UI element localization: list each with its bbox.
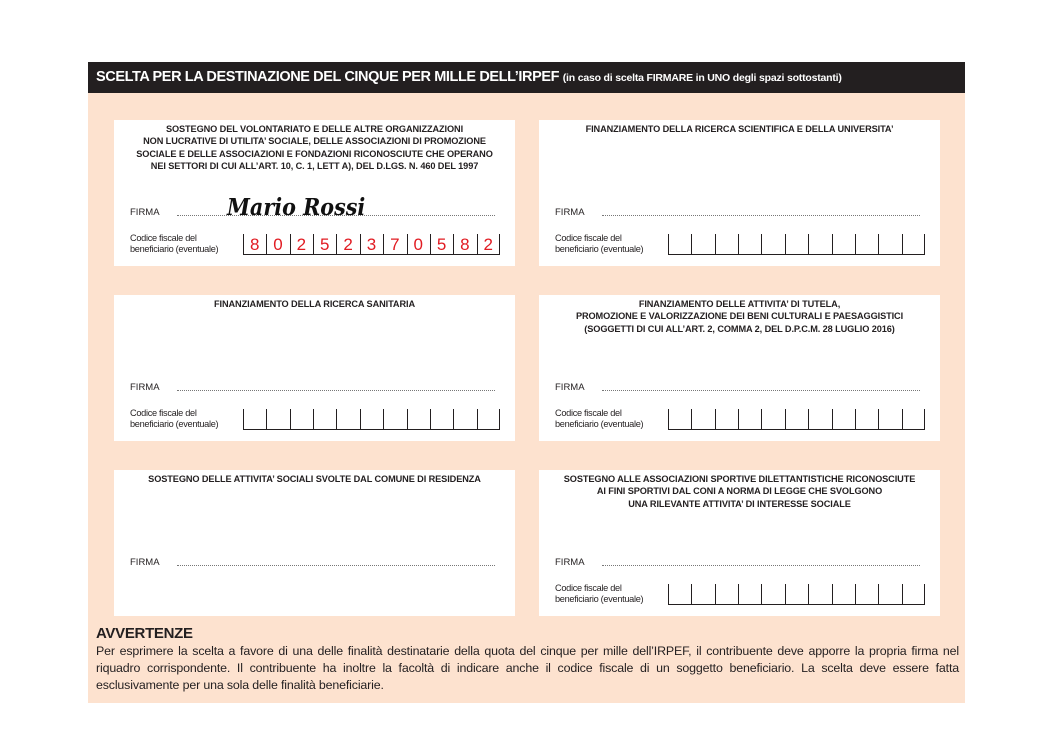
codice-fiscale-label-line: Codice fiscale del — [555, 408, 622, 418]
codice-fiscale-input[interactable] — [243, 409, 500, 430]
codice-fiscale-digit[interactable] — [855, 584, 878, 605]
codice-fiscale-label — [130, 233, 218, 255]
box-title-line: PROMOZIONE E VALORIZZAZIONE DEI BENI CULTURALI E PAESAGGISTICI — [575, 311, 904, 322]
codice-fiscale-digit[interactable] — [243, 409, 266, 430]
codice-fiscale-digit[interactable] — [290, 409, 313, 430]
box-title-line: FINANZIAMENTO DELLA RICERCA SCIENTIFICA E DELLA UNIVERSITA’ — [585, 124, 894, 134]
codice-fiscale-digit[interactable] — [855, 409, 878, 430]
codice-fiscale-label — [555, 233, 643, 255]
codice-fiscale-digit[interactable] — [902, 584, 925, 605]
codice-fiscale-digit[interactable]: 5 — [430, 234, 453, 255]
codice-fiscale-digit[interactable] — [832, 409, 855, 430]
warning-text: Per esprimere la scelta a favore di una delle finalità destinatarie della quota del cinque per mille dell’IRPEF, il contribuente deve apporre la propria firma nel riquadro corrispondente. Il contribuente ha inoltre la facoltà di indicare anche il codice fiscale di un soggetto beneficiario. La scelta deve essere fatta esclusivamente per una sola delle finalità beneficiarie. — [96, 644, 959, 692]
codice-fiscale-digit[interactable] — [407, 409, 430, 430]
codice-fiscale-digit[interactable] — [808, 234, 831, 255]
box-title — [545, 473, 934, 510]
codice-fiscale-digit[interactable] — [878, 584, 901, 605]
codice-fiscale-digit[interactable] — [668, 584, 691, 605]
codice-fiscale-digit[interactable] — [738, 584, 761, 605]
codice-fiscale-label — [555, 408, 643, 430]
header-title-line — [96, 69, 842, 85]
codice-fiscale-digit[interactable] — [430, 409, 453, 430]
firma-label: FIRMA — [130, 382, 160, 393]
box-title — [545, 298, 934, 335]
codice-fiscale-digit[interactable] — [336, 409, 359, 430]
codice-fiscale-input[interactable] — [668, 584, 925, 605]
signature-field[interactable] — [602, 390, 920, 391]
box-title-line: FINANZIAMENTO DELLA RICERCA SANITARIA — [214, 299, 415, 309]
box-title-line: SOCIALE E DELLE ASSOCIAZIONI E FONDAZIONI RICONOSCIUTE CHE OPERANO — [136, 148, 493, 159]
firma-label: FIRMA — [555, 207, 585, 218]
codice-fiscale-digit[interactable] — [266, 409, 289, 430]
codice-fiscale-digit[interactable] — [360, 409, 383, 430]
firma-label: FIRMA — [555, 557, 585, 568]
choice-box-associazioni-sportive — [539, 470, 940, 616]
codice-fiscale-digit[interactable]: 2 — [290, 234, 313, 255]
codice-fiscale-digit[interactable] — [808, 584, 831, 605]
codice-fiscale-digit[interactable]: 2 — [477, 234, 500, 255]
codice-fiscale-label-line: beneficiario (eventuale) — [130, 419, 219, 429]
codice-fiscale-digit[interactable] — [855, 234, 878, 255]
codice-fiscale-digit[interactable]: 2 — [336, 234, 359, 255]
codice-fiscale-digit[interactable] — [878, 234, 901, 255]
codice-fiscale-digit[interactable] — [477, 409, 500, 430]
codice-fiscale-input[interactable] — [668, 234, 925, 255]
codice-fiscale-label — [130, 408, 218, 430]
codice-fiscale-label-line: Codice fiscale del — [555, 233, 622, 243]
box-title-line: NON LUCRATIVE DI UTILITA’ SOCIALE, DELLE ASSOCIAZIONI DI PROMOZIONE — [143, 136, 486, 147]
codice-fiscale-digit[interactable] — [761, 409, 784, 430]
warning-title: AVVERTENZE — [96, 625, 193, 642]
cell-border — [924, 409, 925, 430]
codice-fiscale-label-line: Codice fiscale del — [130, 408, 197, 418]
signature-field[interactable] — [177, 390, 495, 391]
codice-fiscale-digit[interactable] — [715, 234, 738, 255]
box-title-line: SOSTEGNO DEL VOLONTARIATO E DELLE ALTRE ORGANIZZAZIONI — [165, 124, 464, 134]
cell-border — [499, 409, 500, 430]
box-title-line: SOSTEGNO DELLE ATTIVITA’ SOCIALI SVOLTE DAL COMUNE DI RESIDENZA — [148, 474, 481, 484]
signature-field[interactable] — [602, 215, 920, 216]
codice-fiscale-digit[interactable] — [691, 234, 714, 255]
box-title-line: FINANZIAMENTO DELLE ATTIVITA’ DI TUTELA, — [638, 299, 841, 309]
codice-fiscale-input[interactable] — [243, 234, 500, 255]
codice-fiscale-label-line: beneficiario (eventuale) — [555, 419, 644, 429]
codice-fiscale-digit[interactable]: 8 — [453, 234, 476, 255]
box-title-line: UNA RILEVANTE ATTIVITA’ DI INTERESSE SOCIALE — [628, 498, 851, 509]
codice-fiscale-digit[interactable] — [453, 409, 476, 430]
codice-fiscale-digit[interactable] — [691, 584, 714, 605]
codice-fiscale-digit[interactable]: 8 — [243, 234, 266, 255]
codice-fiscale-digit[interactable] — [738, 409, 761, 430]
codice-fiscale-digit[interactable] — [902, 234, 925, 255]
choice-box-ricerca-scientifica — [539, 120, 940, 266]
codice-fiscale-label — [555, 583, 643, 605]
form-header — [88, 62, 965, 93]
cell-border — [924, 234, 925, 255]
firma-label: FIRMA — [130, 557, 160, 568]
signature-field[interactable] — [602, 565, 920, 566]
firma-label: FIRMA — [555, 382, 585, 393]
codice-fiscale-label-line: beneficiario (eventuale) — [555, 244, 644, 254]
codice-fiscale-digit[interactable]: 7 — [383, 234, 406, 255]
codice-fiscale-digit[interactable] — [691, 409, 714, 430]
signature: Mario Rossi — [227, 194, 366, 221]
codice-fiscale-digit[interactable] — [668, 409, 691, 430]
codice-fiscale-digit[interactable] — [715, 584, 738, 605]
codice-fiscale-label-line: beneficiario (eventuale) — [130, 244, 219, 254]
codice-fiscale-input[interactable] — [668, 409, 925, 430]
header-title: SCELTA PER LA DESTINAZIONE DEL CINQUE PER MILLE DELL’IRPEF — [96, 69, 560, 85]
firma-label: FIRMA — [130, 207, 160, 218]
box-title-line: NEI SETTORI DI CUI ALL’ART. 10, C. 1, LETT A), DEL D.LGS. N. 460 DEL 1997 — [150, 161, 479, 172]
codice-fiscale-label-line: beneficiario (eventuale) — [555, 594, 644, 604]
box-title — [120, 298, 509, 310]
codice-fiscale-digit[interactable] — [832, 234, 855, 255]
choice-box-ricerca-sanitaria — [114, 295, 515, 441]
codice-fiscale-digit[interactable]: 0 — [407, 234, 430, 255]
signature-field[interactable] — [177, 565, 495, 566]
cell-border — [499, 234, 500, 255]
codice-fiscale-digit[interactable] — [902, 409, 925, 430]
cell-border — [924, 584, 925, 605]
codice-fiscale-digit[interactable] — [832, 584, 855, 605]
header-note: (in caso di scelta FIRMARE in UNO degli spazi sottostanti) — [562, 72, 842, 84]
codice-fiscale-digit[interactable]: 0 — [266, 234, 289, 255]
box-title-line: SOSTEGNO ALLE ASSOCIAZIONI SPORTIVE DILETTANTISTICHE RICONOSCIUTE — [563, 474, 916, 484]
codice-fiscale-digit[interactable] — [761, 234, 784, 255]
codice-fiscale-digit[interactable] — [785, 584, 808, 605]
codice-fiscale-digit[interactable] — [313, 409, 336, 430]
codice-fiscale-digit[interactable] — [785, 234, 808, 255]
codice-fiscale-digit[interactable]: 3 — [360, 234, 383, 255]
box-title — [545, 123, 934, 135]
codice-fiscale-label-line: Codice fiscale del — [555, 583, 622, 593]
codice-fiscale-digit[interactable] — [383, 409, 406, 430]
box-title-line: AI FINI SPORTIVI DAL CONI A NORMA DI LEGGE CHE SVOLGONO — [596, 486, 883, 497]
codice-fiscale-digit[interactable] — [761, 584, 784, 605]
codice-fiscale-digit[interactable] — [715, 409, 738, 430]
box-title — [120, 123, 509, 173]
codice-fiscale-digit[interactable] — [808, 409, 831, 430]
box-title — [120, 473, 509, 485]
codice-fiscale-digit[interactable] — [738, 234, 761, 255]
codice-fiscale-digit[interactable] — [668, 234, 691, 255]
choice-box-volontariato — [114, 120, 515, 266]
choice-box-beni-culturali — [539, 295, 940, 441]
choice-box-comune-residenza — [114, 470, 515, 616]
codice-fiscale-digit[interactable] — [878, 409, 901, 430]
codice-fiscale-digit[interactable] — [785, 409, 808, 430]
codice-fiscale-digit[interactable]: 5 — [313, 234, 336, 255]
box-title-line: (SOGGETTI DI CUI ALL’ART. 2, COMMA 2, DEL D.P.C.M. 28 LUGLIO 2016) — [584, 323, 895, 334]
codice-fiscale-label-line: Codice fiscale del — [130, 233, 197, 243]
